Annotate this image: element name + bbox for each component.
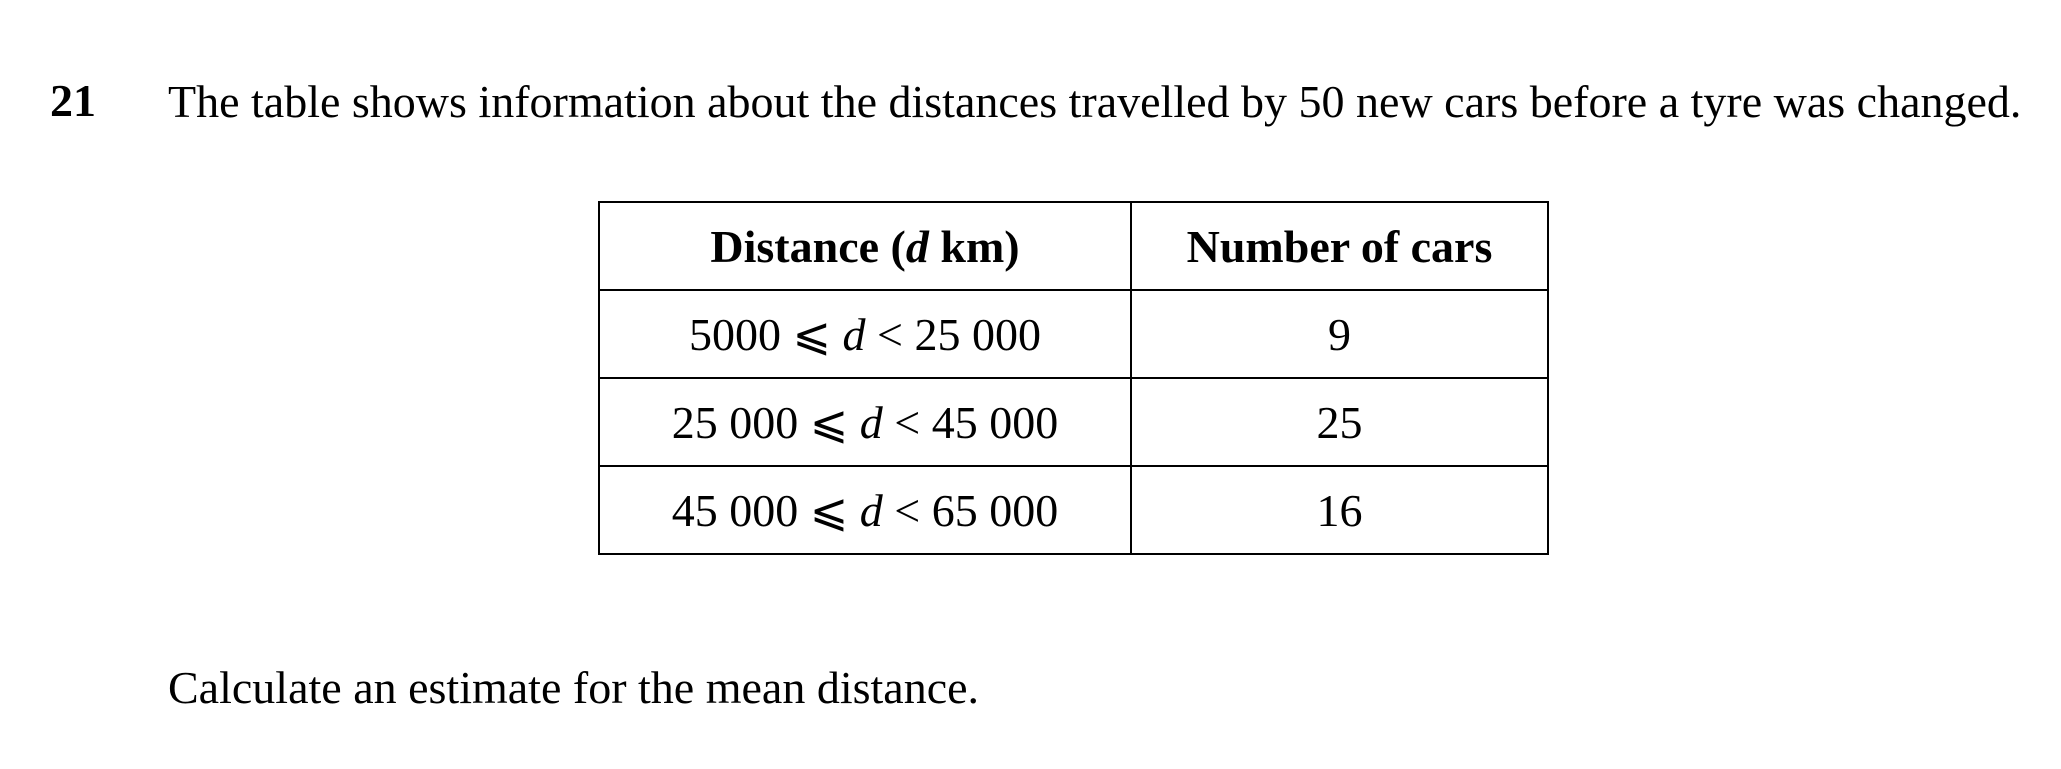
distance-range-cell: 5000 ⩽ d < 25 000 [599, 290, 1131, 378]
count-column-header: Number of cars [1131, 202, 1548, 290]
question-number: 21 [50, 75, 96, 126]
table-row [599, 290, 1548, 378]
distance-range-cell: 25 000 ⩽ d < 45 000 [599, 378, 1131, 466]
table-row [599, 466, 1548, 554]
question-prompt: Calculate an estimate for the mean distance. [168, 662, 980, 713]
distance-column-header: Distance (d km) [599, 202, 1131, 290]
car-count-cell: 25 [1131, 378, 1548, 466]
distance-range-cell: 45 000 ⩽ d < 65 000 [599, 466, 1131, 554]
table-row [599, 378, 1548, 466]
car-count-cell: 16 [1131, 466, 1548, 554]
car-count-cell: 9 [1131, 290, 1548, 378]
frequency-table [598, 201, 1549, 555]
question-intro: The table shows information about the distances travelled by 50 new cars before a tyre was changed. [168, 76, 2022, 127]
table-header-row [599, 202, 1548, 290]
